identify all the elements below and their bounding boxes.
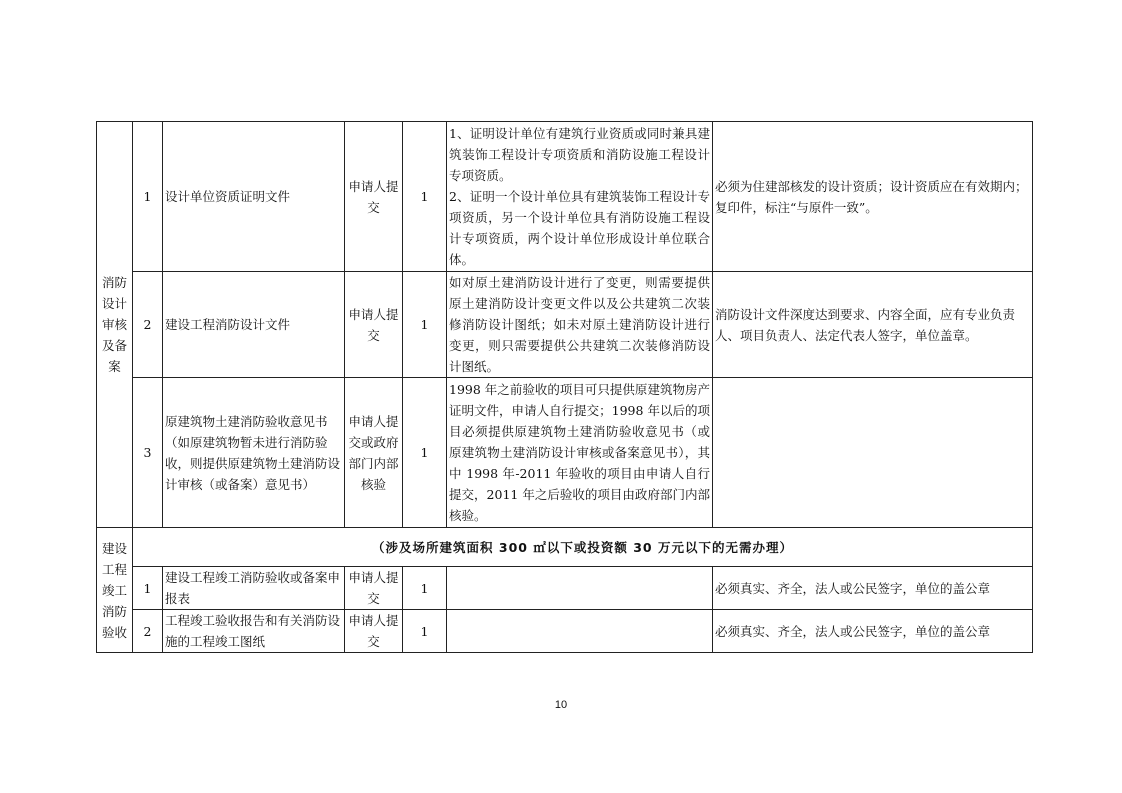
category-cell: 消防设计审核及备案 bbox=[97, 122, 133, 528]
row-number: 2 bbox=[133, 272, 163, 378]
table-row bbox=[97, 528, 1033, 567]
document-name: 建设工程竣工消防验收或备案申报表 bbox=[163, 567, 345, 610]
requirement: 必须真实、齐全，法人或公民签字，单位的盖公章 bbox=[713, 567, 1033, 610]
row-number: 2 bbox=[133, 610, 163, 653]
table-row bbox=[97, 567, 1033, 610]
document-name: 设计单位资质证明文件 bbox=[163, 122, 345, 272]
copy-count: 1 bbox=[403, 567, 447, 610]
copy-count: 1 bbox=[403, 122, 447, 272]
copy-count: 1 bbox=[403, 610, 447, 653]
copy-count: 1 bbox=[403, 378, 447, 528]
description bbox=[447, 567, 713, 610]
document-name: 建设工程消防设计文件 bbox=[163, 272, 345, 378]
document-name: 工程竣工验收报告和有关消防设施的工程竣工图纸 bbox=[163, 610, 345, 653]
submitter: 申请人提交 bbox=[345, 122, 403, 272]
requirement: 必须为住建部核发的设计资质；设计资质应在有效期内；复印件，标注“与原件一致”。 bbox=[713, 122, 1033, 272]
submitter: 申请人提交或政府部门内部核验 bbox=[345, 378, 403, 528]
submitter: 申请人提交 bbox=[345, 272, 403, 378]
document-name: 原建筑物土建消防验收意见书（如原建筑物暂未进行消防验收，则提供原建筑物土建消防设计审核（或备案）意见书） bbox=[163, 378, 345, 528]
row-number: 1 bbox=[133, 567, 163, 610]
table-row bbox=[97, 122, 1033, 272]
submitter: 申请人提交 bbox=[345, 610, 403, 653]
materials-table bbox=[96, 121, 1033, 653]
exemption-note: （涉及场所建筑面积 300 ㎡以下或投资额 30 万元以下的无需办理） bbox=[133, 528, 1033, 567]
table-row bbox=[97, 610, 1033, 653]
requirement bbox=[713, 378, 1033, 528]
table-row bbox=[97, 272, 1033, 378]
description bbox=[447, 610, 713, 653]
row-number: 3 bbox=[133, 378, 163, 528]
page-number: 10 bbox=[554, 699, 568, 711]
submitter: 申请人提交 bbox=[345, 567, 403, 610]
description: 如对原土建消防设计进行了变更，则需要提供原土建消防设计变更文件以及公共建筑二次装修消防设计图纸；如未对原土建消防设计进行变更，则只需要提供公共建筑二次装修消防设计图纸。 bbox=[447, 272, 713, 378]
requirement: 消防设计文件深度达到要求、内容全面，应有专业负责人、项目负责人、法定代表人签字，单位盖章。 bbox=[713, 272, 1033, 378]
table-row bbox=[97, 378, 1033, 528]
copy-count: 1 bbox=[403, 272, 447, 378]
requirement: 必须真实、齐全，法人或公民签字，单位的盖公章 bbox=[713, 610, 1033, 653]
category-cell: 建设工程竣工消防验收 bbox=[97, 528, 133, 653]
description: 1、证明设计单位有建筑行业资质或同时兼具建筑装饰工程设计专项资质和消防设施工程设计专项资质。 2、证明一个设计单位具有建筑装饰工程设计专项资质，另一个设计单位具有消防设施工程设计专项资质，两个设计单位形成设计单位联合体。 bbox=[447, 122, 713, 272]
description: 1998 年之前验收的项目可只提供原建筑物房产证明文件，申请人自行提交；1998 年以后的项目必须提供原建筑物土建消防验收意见书（或原建筑物土建消防设计审核或备案意见书），其中 1998 年-2011 年验收的项目由申请人自行提交，2011 年之后验收的项目由政府部门内部核验。 bbox=[447, 378, 713, 528]
row-number: 1 bbox=[133, 122, 163, 272]
